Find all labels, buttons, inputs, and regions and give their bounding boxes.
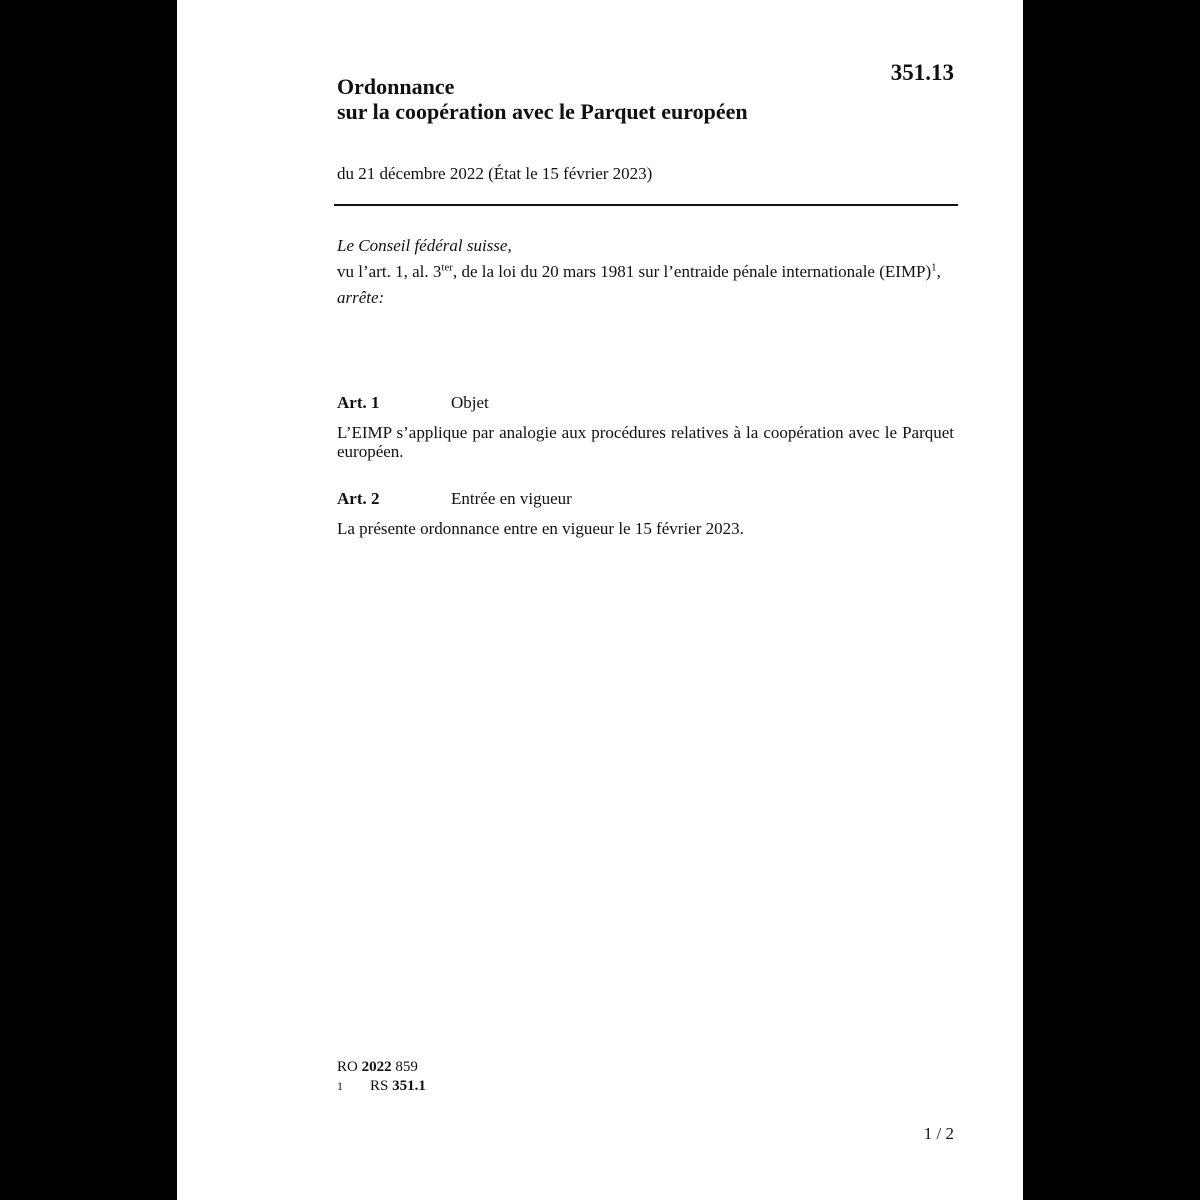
- article-heading: Objet: [451, 393, 489, 412]
- footnote-reference[interactable]: 1: [931, 261, 937, 274]
- footnote-1: [337, 1077, 426, 1096]
- basis-superscript: ter: [441, 261, 453, 274]
- preamble: [337, 236, 957, 308]
- footnote-prefix: RS: [370, 1078, 389, 1094]
- footnotes: [337, 1058, 426, 1096]
- basis-end: ,: [936, 262, 941, 281]
- preamble-decree: arrête:: [337, 288, 385, 307]
- basis-text-cont: , de la loi du 20 mars 1981 sur l’entraide pénale internationale (EIMP): [452, 262, 932, 281]
- preamble-authority: Le Conseil fédéral suisse,: [337, 236, 512, 255]
- ro-prefix: RO: [337, 1059, 358, 1075]
- document-title: [337, 74, 748, 124]
- ro-reference: [337, 1058, 426, 1077]
- ro-year: 2022: [361, 1059, 392, 1075]
- document-page: [177, 0, 1023, 1200]
- article-2: [337, 489, 954, 538]
- title-line-1: Ordonnance: [337, 74, 455, 99]
- footnote-mark: 1: [337, 1079, 343, 1093]
- article-heading: Entrée en vigueur: [451, 489, 572, 508]
- footnote-ref[interactable]: 351.1: [392, 1078, 426, 1094]
- article-body: La présente ordonnance entre en vigueur le 15 février 2023.: [337, 519, 744, 538]
- sr-number: 351.13: [890, 60, 954, 85]
- article-number: Art. 2: [337, 489, 380, 508]
- document-date: du 21 décembre 2022 (État le 15 février 2023): [337, 164, 653, 183]
- article-header: [337, 489, 954, 509]
- title-line-2: sur la coopération avec le Parquet européen: [337, 99, 748, 124]
- page-indicator: 1 / 2: [923, 1124, 954, 1143]
- basis-text: vu l’art. 1, al. 3: [337, 262, 442, 281]
- article-number: Art. 1: [337, 393, 380, 412]
- article-1: [337, 393, 954, 461]
- article-header: [337, 393, 954, 413]
- title-divider: [334, 204, 958, 206]
- article-body: L’EIMP s’applique par analogie aux procédures relatives à la coopération avec le Parquet européen.: [337, 423, 954, 461]
- ro-page: 859: [395, 1059, 418, 1075]
- preamble-legal-basis: [337, 262, 957, 282]
